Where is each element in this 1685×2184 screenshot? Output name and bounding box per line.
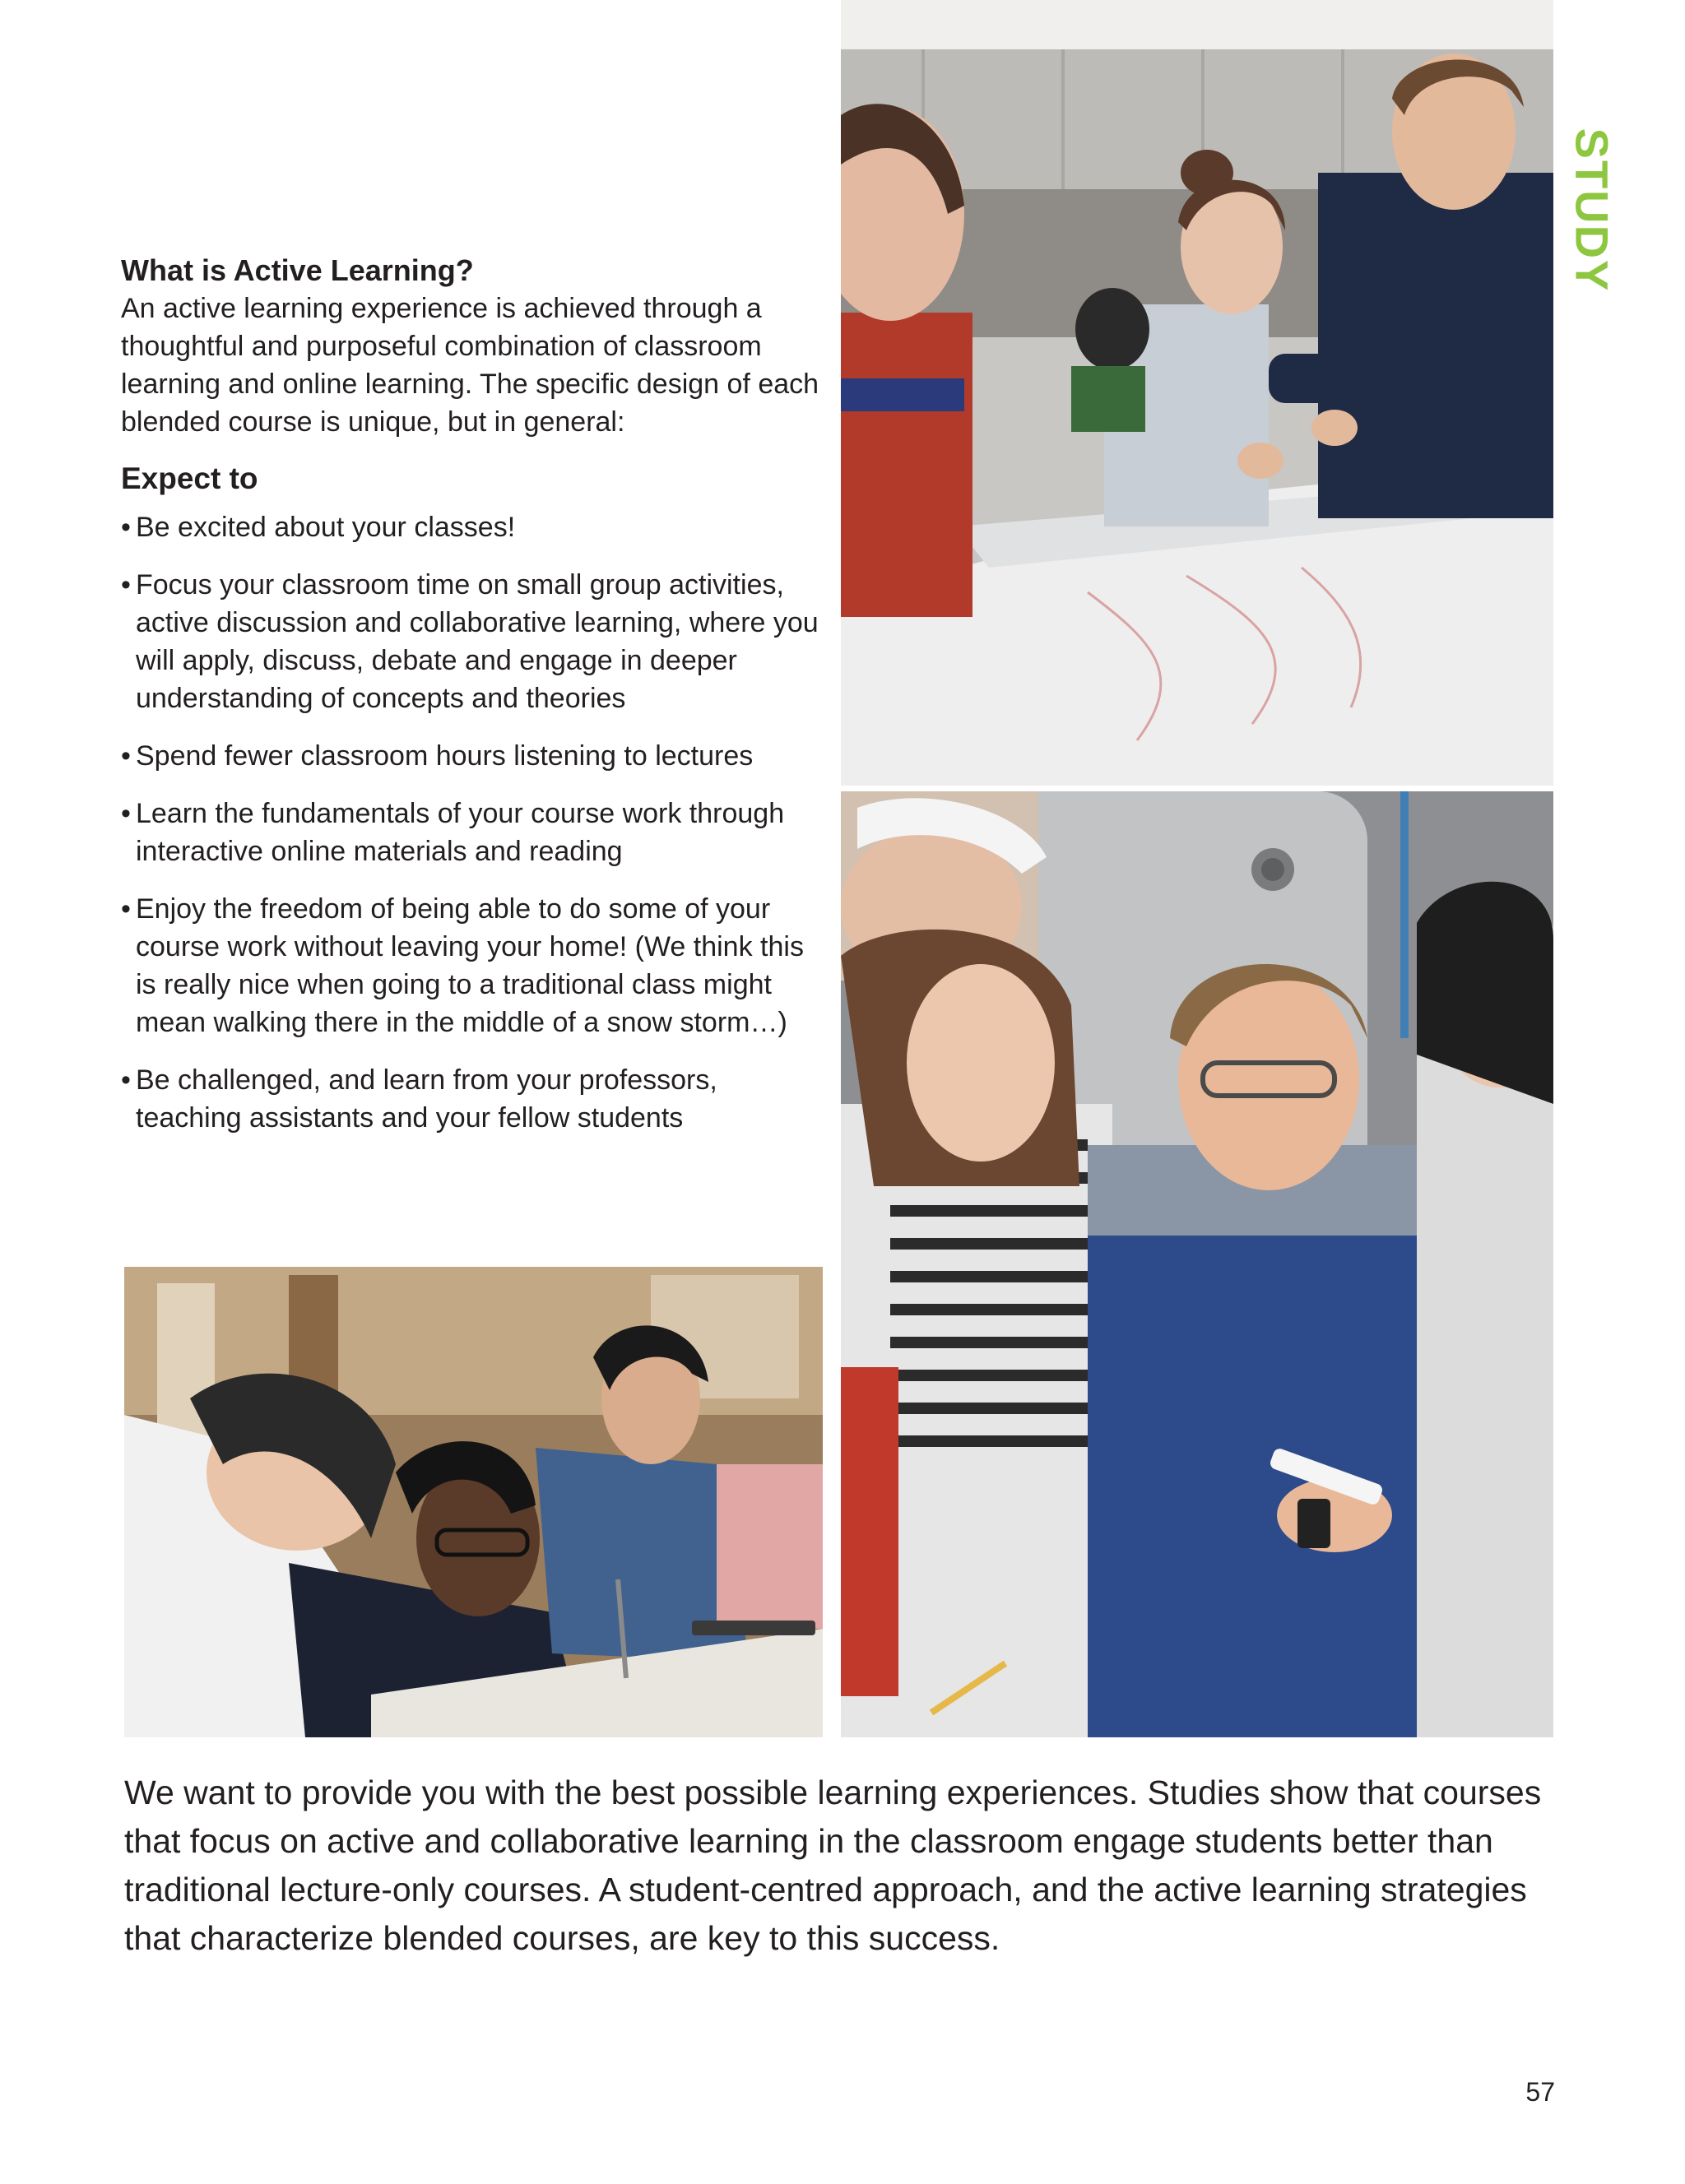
bullet-dot: • <box>121 893 131 925</box>
bullet-dot: • <box>121 798 131 829</box>
closing-paragraph: We want to provide you with the best possible learning experiences. Studies show that courses that focus on active and collaborative learning in the classroom engage students better than traditional lecture-only courses. A student-centred approach, and the active learning strategies that characterize blended courses, are key to this success. <box>124 1774 1542 1957</box>
list-item <box>121 890 829 1041</box>
list-item-text: Focus your classroom time on small group activities, active discussion and collaborative learning, where you will apply, discuss, debate and engage in deeper understanding of concepts and theories <box>136 569 819 714</box>
intro-paragraph: An active learning experience is achieved through a thoughtful and purposeful combination of classroom learning and online learning. The specific design of each blended course is unique, but in general: <box>121 293 819 438</box>
photo-instructor-with-students <box>841 791 1553 1737</box>
list-item <box>121 737 829 775</box>
bullet-dot: • <box>121 512 131 543</box>
bullet-dot: • <box>121 740 131 772</box>
section-tab-study <box>1567 123 1617 296</box>
list-item <box>121 566 829 717</box>
list-item <box>121 1061 829 1137</box>
text-column <box>121 252 829 1157</box>
list-item-text: Be excited about your classes! <box>136 512 516 543</box>
list-item <box>121 795 829 870</box>
subheading-expect-to: Expect to <box>121 461 258 495</box>
bullet-dot: • <box>121 1064 131 1096</box>
list-item <box>121 508 829 546</box>
list-item-text: Learn the fundamentals of your course work through interactive online materials and reading <box>136 798 785 867</box>
bullet-dot: • <box>121 569 131 600</box>
expect-list <box>121 508 829 1137</box>
page-number: 57 <box>1525 2077 1555 2107</box>
list-item-text: Enjoy the freedom of being able to do some of your course work without leaving your home! (We think this is really nice when going to a traditional class might mean walking there in the middle of a snow storm…) <box>136 893 804 1038</box>
photo-students-writing <box>124 1267 823 1737</box>
list-item-text: Spend fewer classroom hours listening to lectures <box>136 740 754 772</box>
heading-what-is-active-learning: What is Active Learning? <box>121 253 474 287</box>
section-tab-label: STUDY <box>1566 128 1618 292</box>
photo-classroom-table-group <box>841 0 1553 786</box>
list-item-text: Be challenged, and learn from your professors, teaching assistants and your fellow students <box>136 1064 717 1134</box>
